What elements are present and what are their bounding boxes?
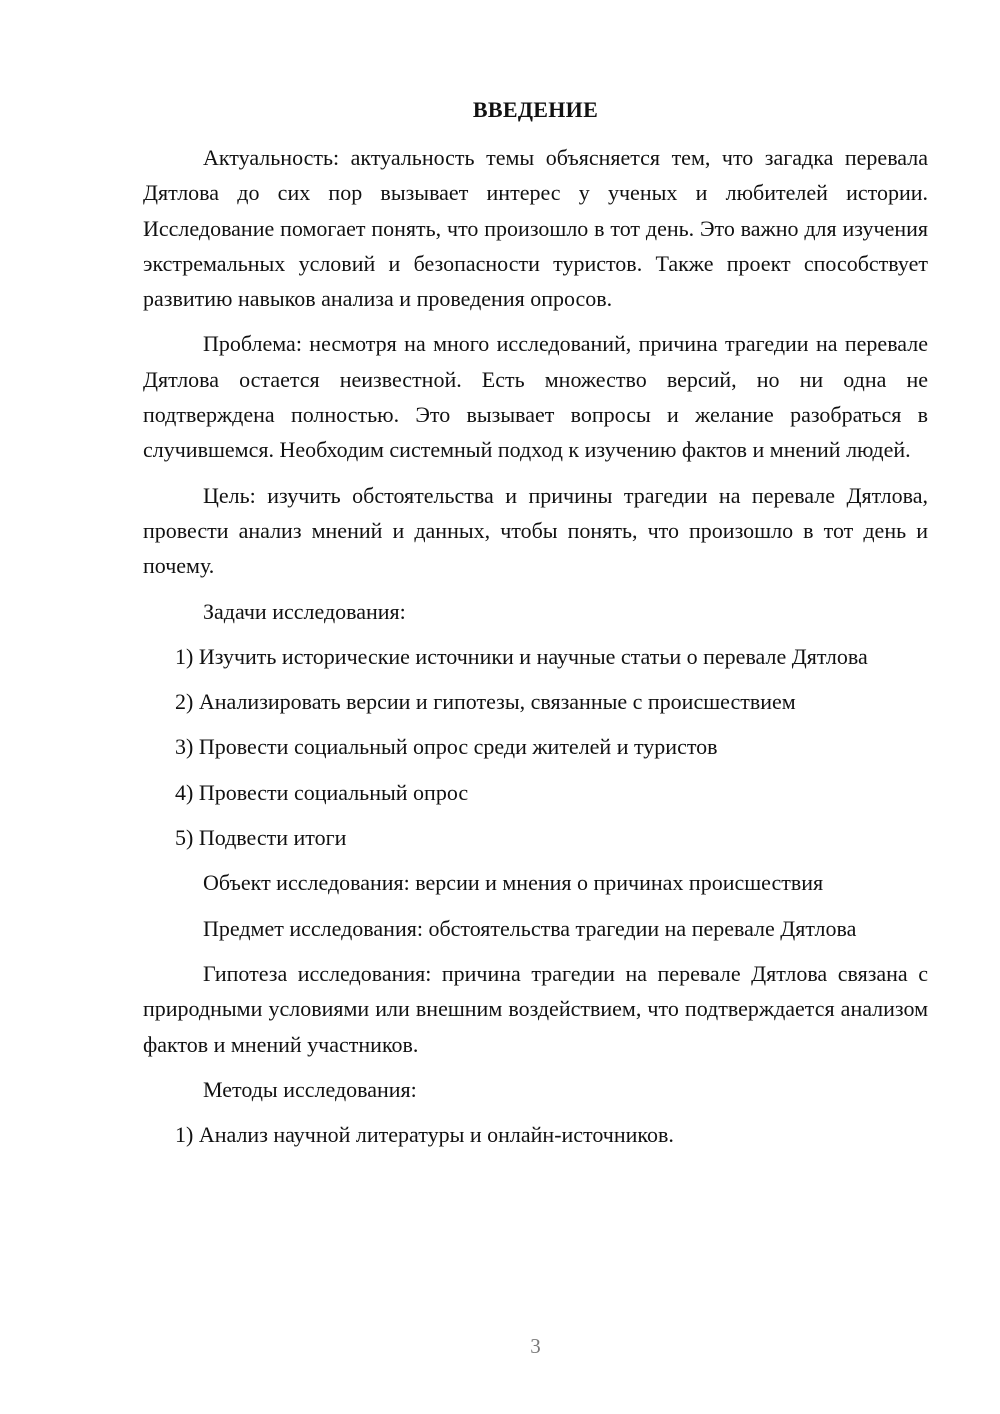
- tasks-heading: Задачи исследования:: [203, 598, 406, 624]
- methods-heading: Методы исследования:: [203, 1076, 417, 1102]
- page-number: 3: [530, 1334, 541, 1358]
- task-item-3: 3) Провести социальный опрос среди жителей и туристов: [175, 734, 718, 760]
- paragraph-hypothesis: Гипотеза исследования: причина трагедии на перевале Дятлова связана с природными условиями или внешним воздействием, что подтверждается анализом фактов и мнений участников.: [143, 960, 928, 1057]
- method-item-1: 1) Анализ научной литературы и онлайн-источников.: [175, 1122, 674, 1148]
- task-item-2: 2) Анализировать версии и гипотезы, связанные с происшествием: [175, 689, 796, 715]
- task-item-5: 5) Подвести итоги: [175, 825, 347, 851]
- paragraph-subject: Предмет исследования: обстоятельства трагедии на перевале Дятлова: [203, 915, 857, 941]
- paragraph-problem: Проблема: несмотря на много исследований, причина трагедии на перевале Дятлова остается неизвестной. Есть множество версий, но ни одна не подтверждена полностью. Это вызывает вопросы и желание разобраться в случившемся. Необходим системный подход к изучению фактов и мнений людей.: [143, 331, 928, 463]
- section-title: ВВЕДЕНИЕ: [472, 97, 599, 122]
- document-body: [143, 140, 928, 1162]
- task-item-4: 4) Провести социальный опрос: [175, 779, 469, 805]
- paragraph-goal: Цель: изучить обстоятельства и причины трагедии на перевале Дятлова, провести анализ мнений и данных, чтобы понять, что произошло в тот день и почему.: [143, 482, 928, 579]
- task-item-1: 1) Изучить исторические источники и научные статьи о перевале Дятлова: [175, 643, 868, 669]
- paragraph-relevance: Актуальность: актуальность темы объясняется тем, что загадка перевала Дятлова до сих пор вызывает интерес у ученых и любителей истории. Исследование помогает понять, что произошло в тот день. Это важно для изучения экстремальных условий и безопасности туристов. Также проект способствует развитию навыков анализа и проведения опросов.: [143, 145, 928, 312]
- document-page: [143, 0, 928, 1414]
- paragraph-object: Объект исследования: версии и мнения о причинах происшествия: [203, 870, 824, 896]
